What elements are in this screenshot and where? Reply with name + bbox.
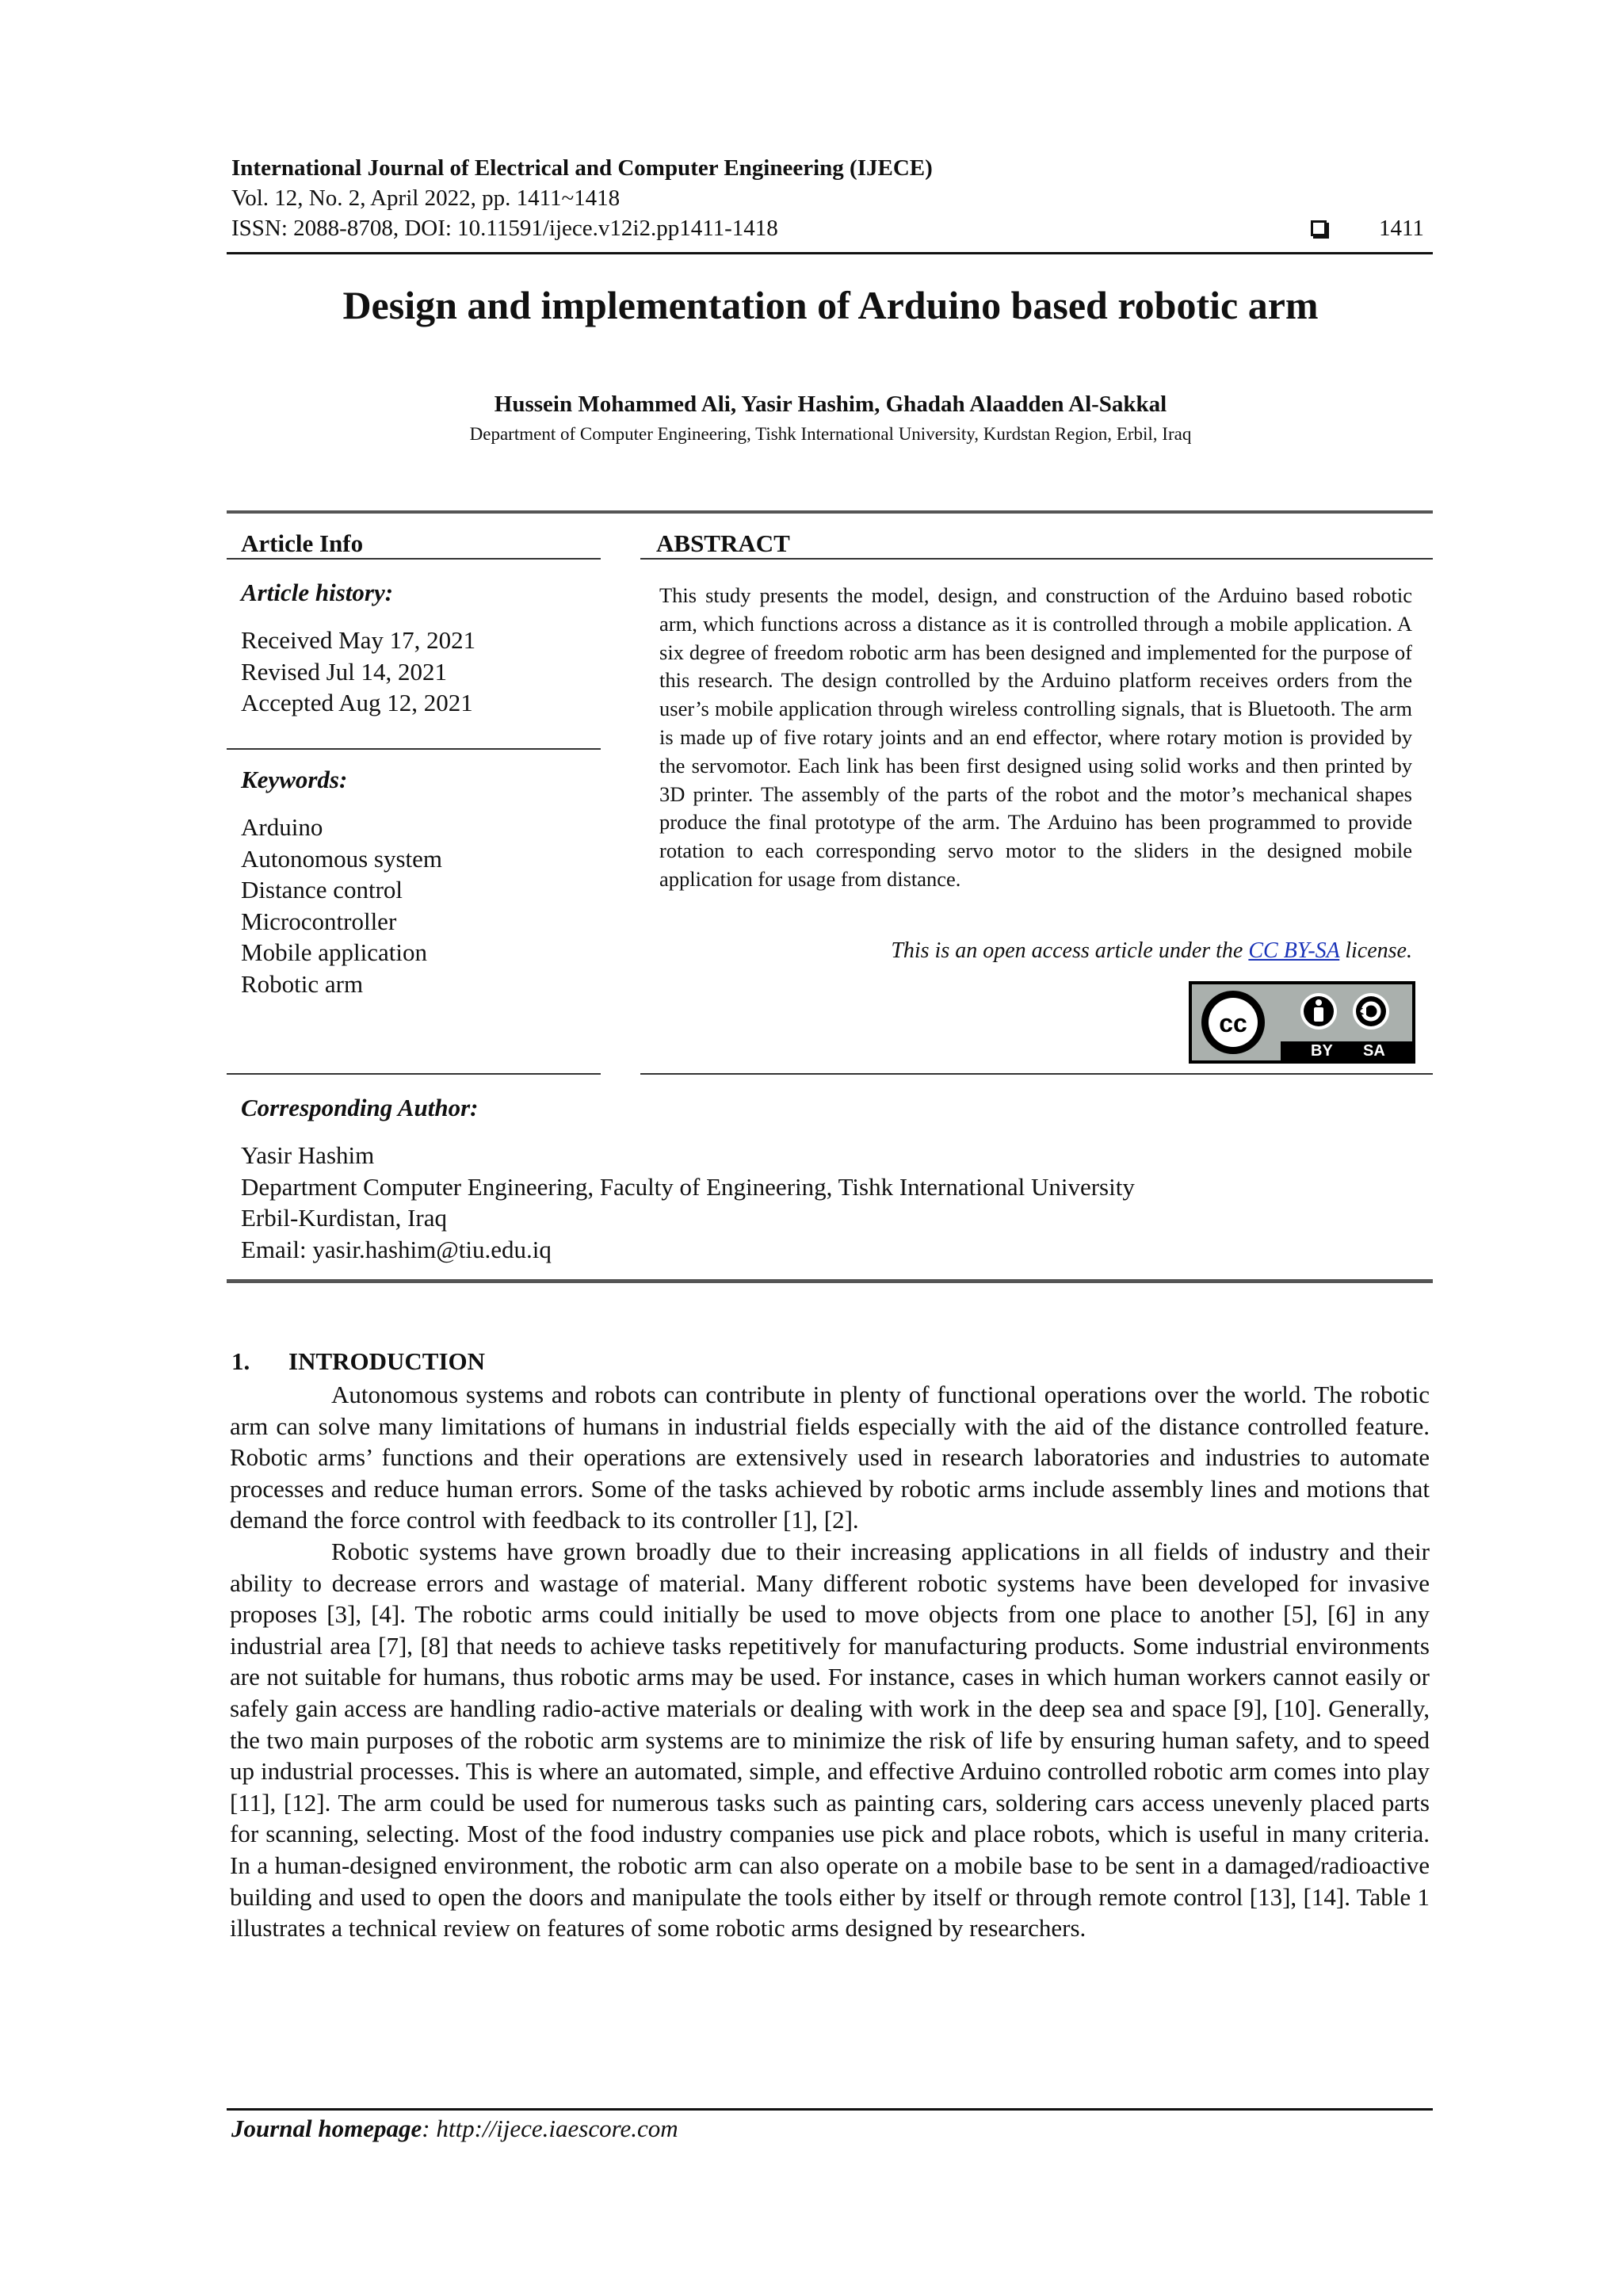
journal-issn: ISSN: 2088-8708, DOI: 10.11591/ijece.v12i2.pp1411-1418: [231, 216, 778, 241]
info-box-top-rule: [227, 510, 1433, 514]
paper-title: Design and implementation of Arduino based robotic arm: [342, 283, 1319, 327]
cc-by-sa-link[interactable]: CC BY-SA: [1248, 938, 1340, 963]
corresponding-author-heading: Corresponding Author:: [241, 1094, 479, 1121]
section-title: INTRODUCTION: [288, 1347, 486, 1375]
homepage-label: Journal homepage: [231, 2115, 422, 2142]
accepted-date: Accepted Aug 12, 2021: [241, 689, 473, 716]
article-info-heading: Article Info: [241, 529, 364, 557]
author-email: Email: yasir.hashim@tiu.edu.iq: [241, 1235, 552, 1263]
footer-rule: [227, 2108, 1433, 2111]
keywords-rule: [227, 1073, 601, 1075]
introduction-body: [230, 1379, 1430, 1944]
sa-label: SA: [1363, 1042, 1385, 1060]
author-location: Erbil-Kurdistan, Iraq: [241, 1204, 447, 1232]
share-alike-icon: [1353, 993, 1389, 1030]
open-access-suffix: license.: [1345, 938, 1412, 963]
info-box-bottom-rule: [227, 1279, 1433, 1283]
paragraph: Robotic systems have grown broadly due to their increasing applications in all fields of industry and their ability to decrease errors and wastage of material. Many different robotic systems have been developed for invasive proposes [3], [4]. The robotic arms could initially be used to move objects from one place to another [5], [6] in any industrial area [7], [8] that needs to achieve tasks repetitively for manufacturing products. Some industrial environments are not suitable for humans, thus robotic arms may be used. For instance, cases in which human workers cannot easily or safely gain access are handling radio-active materials or dealing with work in the deep sea and space [9], [10]. Generally, the two main purposes of the robotic arm systems are to minimize the risk of life by ensuring human safety, and to speed up industrial processes. This is where an automated, simple, and effective Arduino controlled robotic arm comes into play [11], [12]. The arm could be used for numerous tasks such as painting cars, soldering cars access unevenly placed parts for scanning, selecting. Most of the food industry companies use pick and place robots, which is useful in many criteria. In a human-designed environment, the robotic arm can also operate on a mobile base to be sent in a damaged/radioactive building and used to open the doors and manipulate the tools either by itself or through remote control [13], [14]. Table 1 illustrates a technical review on features of some robotic arms designed by researchers.: [230, 1537, 1430, 1943]
abstract-rule: [640, 558, 1433, 560]
license-bar: [1281, 1041, 1412, 1060]
attribution-icon: [1300, 993, 1337, 1030]
by-label: BY: [1311, 1042, 1333, 1060]
keywords-heading: Keywords:: [241, 766, 348, 793]
abstract-bottom-rule: [640, 1073, 1433, 1075]
revised-date: Revised Jul 14, 2021: [241, 657, 448, 686]
cc-by-sa-badge: [1189, 981, 1415, 1064]
section-number: 1.: [231, 1347, 250, 1375]
cc-mark: cc: [1219, 1009, 1247, 1037]
page-number: 1411: [1379, 216, 1424, 241]
history-rule: [227, 748, 601, 750]
article-history-heading: Article history:: [241, 579, 394, 606]
keyword-item: Arduino: [241, 813, 323, 841]
corresponding-author-details: [241, 1140, 1135, 1265]
keyword-item: Mobile application: [241, 938, 428, 966]
abstract-heading: ABSTRACT: [656, 529, 790, 557]
keyword-item: Microcontroller: [241, 907, 397, 935]
author-department: Department Computer Engineering, Faculty of Engineering, Tishk International University: [241, 1172, 1135, 1201]
journal-volume: Vol. 12, No. 2, April 2022, pp. 1411~1418: [231, 185, 621, 211]
header-rule: [227, 252, 1433, 254]
article-info-rule: [227, 558, 601, 560]
section-heading-introduction: [231, 1347, 485, 1376]
journal-homepage: [231, 2115, 678, 2143]
keyword-item: Robotic arm: [241, 969, 364, 998]
author-affiliation: Department of Computer Engineering, Tishk International University, Kurdstan Region, Erbil, Iraq: [469, 424, 1192, 444]
author-name: Yasir Hashim: [241, 1141, 375, 1169]
keyword-item: Distance control: [241, 876, 403, 904]
journal-name: International Journal of Electrical and Computer Engineering (IJECE): [231, 155, 933, 181]
homepage-url[interactable]: : http://ijece.iaescore.com: [422, 2115, 678, 2142]
article-history: [241, 625, 475, 719]
keyword-list: [241, 812, 442, 999]
open-access-prefix: This is an open access article under the: [891, 938, 1243, 963]
keyword-item: Autonomous system: [241, 844, 443, 873]
open-access-notice: [659, 938, 1412, 964]
square-bullet-icon: [1311, 220, 1327, 236]
author-list: Hussein Mohammed Ali, Yasir Hashim, Ghadah Alaadden Al-Sakkal: [494, 392, 1167, 417]
received-date: Received May 17, 2021: [241, 626, 476, 654]
abstract-text: This study presents the model, design, and construction of the Arduino based robotic arm, which functions across a distance as it is controlled through a mobile application. A six degree of freedom robotic arm has been designed and implemented for the purpose of this research. The design controlled by the Arduino platform receives orders from the user’s mobile application through wireless controlling signals, that is Bluetooth. The arm is made up of five rotary joints and an end effector, where rotary motion is provided by the servomotor. Each link has been first designed using solid works and then printed by 3D printer. The assembly of the parts of the robot and the motor’s mechanical shapes produce the final prototype of the arm. The Arduino has been programmed to provide rotation to each corresponding servo motor to the sliders in the designed mobile application for usage from distance.: [659, 583, 1412, 891]
paragraph: Autonomous systems and robots can contribute in plenty of functional operations over the world. The robotic arm can solve many limitations of humans in industrial fields especially with the aid of the distance controlled feature. Robotic arms’ functions and their operations are extensively used in research laboratories and industries to automate processes and reduce human errors. Some of the tasks achieved by robotic arms include assembly lines and motions that demand the force control with feedback to its controller [1], [2].: [230, 1381, 1430, 1534]
